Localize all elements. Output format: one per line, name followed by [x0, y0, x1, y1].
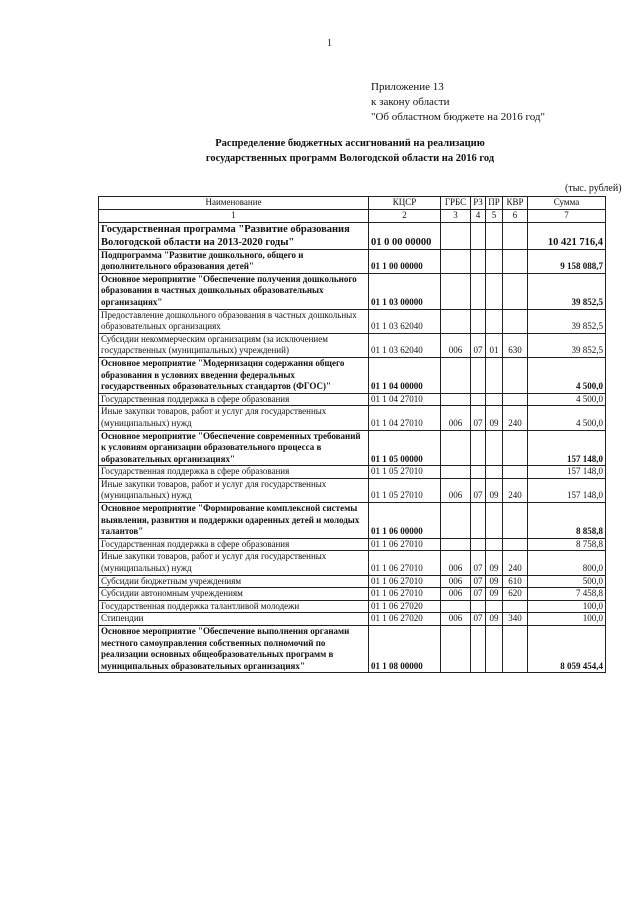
table-row — [99, 273, 606, 309]
cell-rz — [471, 538, 486, 551]
header-rz: РЗ — [471, 197, 486, 210]
cell-name: Основное мероприятие "Обеспечение получения дошкольного образования в частных дошкольных образовательных организациях" — [99, 273, 369, 309]
cell-grbs: 006 — [441, 333, 471, 357]
cell-rz — [471, 600, 486, 613]
cell-rz — [471, 273, 486, 309]
cell-pr: 01 — [486, 333, 503, 357]
cell-sum: 157 148,0 — [528, 430, 606, 466]
cell-grbs — [441, 466, 471, 479]
cell-sum: 500,0 — [528, 575, 606, 588]
cell-grbs — [441, 357, 471, 393]
cell-rz: 07 — [471, 406, 486, 430]
cell-pr — [486, 466, 503, 479]
cell-kvr — [503, 309, 528, 333]
cell-name: Государственная поддержка в сфере образования — [99, 538, 369, 551]
cell-sum: 4 500,0 — [528, 357, 606, 393]
cell-kvr: 240 — [503, 551, 528, 575]
title-line: Распределение бюджетных ассигнований на реализацию — [215, 138, 485, 149]
table-row — [99, 466, 606, 479]
units-label: (тыс. рублей) — [565, 183, 622, 194]
cell-sum: 10 421 716,4 — [528, 222, 606, 249]
cell-sum: 4 500,0 — [528, 406, 606, 430]
table-row — [99, 357, 606, 393]
cell-kcsr: 01 1 06 27010 — [369, 588, 441, 601]
cell-rz — [471, 249, 486, 273]
cell-kvr — [503, 393, 528, 406]
cell-grbs: 006 — [441, 478, 471, 502]
cell-sum: 8 758,8 — [528, 538, 606, 551]
cell-sum: 8 059 454,4 — [528, 626, 606, 673]
table-row — [99, 600, 606, 613]
column-number: 5 — [486, 210, 503, 223]
table-row — [99, 309, 606, 333]
cell-grbs: 006 — [441, 575, 471, 588]
table-row — [99, 626, 606, 673]
cell-pr: 09 — [486, 406, 503, 430]
cell-pr: 09 — [486, 478, 503, 502]
header-pr: ПР — [486, 197, 503, 210]
title-line: государственных программ Вологодской области на 2016 год — [205, 153, 495, 164]
cell-name: Основное мероприятие "Формирование комплексной системы выявления, развития и поддержки одаренных детей и молодых талантов" — [99, 503, 369, 539]
column-number: 4 — [471, 210, 486, 223]
cell-pr — [486, 273, 503, 309]
cell-rz: 07 — [471, 613, 486, 626]
cell-pr: 09 — [486, 588, 503, 601]
table-row — [99, 478, 606, 502]
cell-kvr: 610 — [503, 575, 528, 588]
cell-name: Иные закупки товаров, работ и услуг для государственных (муниципальных) нужд — [99, 478, 369, 502]
cell-kvr: 620 — [503, 588, 528, 601]
cell-kvr — [503, 357, 528, 393]
appendix-line: "Об областном бюджете на 2016 год" — [371, 111, 545, 123]
cell-kvr — [503, 249, 528, 273]
cell-kcsr: 01 0 00 00000 — [369, 222, 441, 249]
table-row — [99, 393, 606, 406]
page-number: 1 — [327, 38, 332, 49]
cell-rz — [471, 357, 486, 393]
table-row — [99, 406, 606, 430]
table-row — [99, 575, 606, 588]
cell-rz: 07 — [471, 551, 486, 575]
table-row — [99, 222, 606, 249]
cell-kcsr: 01 1 03 62040 — [369, 309, 441, 333]
cell-kcsr: 01 1 06 27020 — [369, 613, 441, 626]
budget-table — [98, 196, 606, 673]
table-row — [99, 613, 606, 626]
column-number: 1 — [99, 210, 369, 223]
header-kvr: КВР — [503, 197, 528, 210]
cell-name: Субсидии некоммерческим организациям (за исключением государственных (муниципальных) учреждений) — [99, 333, 369, 357]
cell-grbs — [441, 600, 471, 613]
header-sum: Сумма — [528, 197, 606, 210]
table-row — [99, 538, 606, 551]
table-row — [99, 503, 606, 539]
cell-rz — [471, 626, 486, 673]
cell-kvr — [503, 273, 528, 309]
cell-name: Основное мероприятие "Обеспечение современных требований к условиям организации образовательного процесса в образовательных организациях" — [99, 430, 369, 466]
cell-kcsr: 01 1 03 62040 — [369, 333, 441, 357]
cell-kcsr: 01 1 04 27010 — [369, 406, 441, 430]
cell-sum: 39 852,5 — [528, 333, 606, 357]
cell-kcsr: 01 1 06 00000 — [369, 503, 441, 539]
cell-name: Субсидии бюджетным учреждениям — [99, 575, 369, 588]
cell-kvr — [503, 538, 528, 551]
cell-grbs: 006 — [441, 588, 471, 601]
cell-rz — [471, 393, 486, 406]
document-title — [150, 136, 550, 166]
table-row — [99, 333, 606, 357]
cell-kvr — [503, 503, 528, 539]
cell-kvr: 240 — [503, 406, 528, 430]
cell-name: Основное мероприятие "Модернизация содержания общего образования в условиях введения федеральных государственных образовательных стандартов (ФГОС)" — [99, 357, 369, 393]
cell-grbs — [441, 430, 471, 466]
cell-pr — [486, 249, 503, 273]
header-row — [99, 197, 606, 210]
cell-pr — [486, 538, 503, 551]
cell-grbs — [441, 309, 471, 333]
cell-grbs — [441, 503, 471, 539]
cell-kcsr: 01 1 06 27020 — [369, 600, 441, 613]
cell-kcsr: 01 1 03 00000 — [369, 273, 441, 309]
header-kcsr: КЦСР — [369, 197, 441, 210]
appendix-line: к закону области — [371, 96, 450, 108]
cell-name: Основное мероприятие "Обеспечение выполнения органами местного самоуправления собственных полномочий по реализации основных общеобразовательных программ в муниципальных образовательных организациях" — [99, 626, 369, 673]
cell-sum: 39 852,5 — [528, 309, 606, 333]
cell-pr: 09 — [486, 575, 503, 588]
column-number: 7 — [528, 210, 606, 223]
table-row — [99, 249, 606, 273]
cell-rz — [471, 466, 486, 479]
table-row — [99, 588, 606, 601]
cell-name: Субсидии автономным учреждениям — [99, 588, 369, 601]
cell-sum: 800,0 — [528, 551, 606, 575]
cell-name: Стипендии — [99, 613, 369, 626]
cell-sum: 157 148,0 — [528, 466, 606, 479]
table-row — [99, 551, 606, 575]
cell-grbs: 006 — [441, 551, 471, 575]
cell-kcsr: 01 1 05 00000 — [369, 430, 441, 466]
cell-grbs: 006 — [441, 406, 471, 430]
cell-pr — [486, 309, 503, 333]
cell-rz: 07 — [471, 478, 486, 502]
cell-sum: 39 852,5 — [528, 273, 606, 309]
cell-grbs — [441, 222, 471, 249]
cell-rz: 07 — [471, 575, 486, 588]
cell-name: Государственная поддержка в сфере образования — [99, 466, 369, 479]
cell-kvr — [503, 222, 528, 249]
cell-name: Государственная программа "Развитие образования Вологодской области на 2013-2020 годы" — [99, 222, 369, 249]
cell-kvr: 630 — [503, 333, 528, 357]
cell-name: Иные закупки товаров, работ и услуг для государственных (муниципальных) нужд — [99, 406, 369, 430]
appendix-note — [371, 80, 545, 125]
table-row — [99, 430, 606, 466]
cell-grbs — [441, 626, 471, 673]
cell-name: Предоставление дошкольного образования в частных дошкольных образовательных организациях — [99, 309, 369, 333]
cell-kvr — [503, 626, 528, 673]
cell-pr — [486, 503, 503, 539]
cell-kcsr: 01 1 06 27010 — [369, 575, 441, 588]
cell-kvr — [503, 600, 528, 613]
cell-sum: 157 148,0 — [528, 478, 606, 502]
cell-grbs — [441, 273, 471, 309]
cell-rz — [471, 430, 486, 466]
cell-grbs: 006 — [441, 613, 471, 626]
cell-rz: 07 — [471, 588, 486, 601]
cell-kvr: 340 — [503, 613, 528, 626]
column-number-row — [99, 210, 606, 223]
cell-name: Государственная поддержка талантливой молодежи — [99, 600, 369, 613]
cell-grbs — [441, 393, 471, 406]
cell-rz — [471, 309, 486, 333]
header-grbs: ГРБС — [441, 197, 471, 210]
cell-pr — [486, 430, 503, 466]
cell-sum: 4 500,0 — [528, 393, 606, 406]
cell-pr — [486, 357, 503, 393]
cell-grbs — [441, 538, 471, 551]
cell-name: Государственная поддержка в сфере образования — [99, 393, 369, 406]
cell-pr — [486, 393, 503, 406]
cell-rz: 07 — [471, 333, 486, 357]
cell-kcsr: 01 1 05 27010 — [369, 478, 441, 502]
cell-pr: 09 — [486, 613, 503, 626]
cell-name: Иные закупки товаров, работ и услуг для государственных (муниципальных) нужд — [99, 551, 369, 575]
column-number: 6 — [503, 210, 528, 223]
cell-kcsr: 01 1 04 00000 — [369, 357, 441, 393]
cell-sum: 7 458,8 — [528, 588, 606, 601]
cell-grbs — [441, 249, 471, 273]
header-name: Наименование — [99, 197, 369, 210]
cell-kcsr: 01 1 08 00000 — [369, 626, 441, 673]
appendix-line: Приложение 13 — [371, 81, 444, 93]
column-number: 2 — [369, 210, 441, 223]
cell-sum: 100,0 — [528, 600, 606, 613]
cell-pr — [486, 626, 503, 673]
cell-kvr — [503, 430, 528, 466]
cell-kvr: 240 — [503, 478, 528, 502]
cell-pr — [486, 600, 503, 613]
cell-sum: 9 158 088,7 — [528, 249, 606, 273]
cell-rz — [471, 222, 486, 249]
column-number: 3 — [441, 210, 471, 223]
cell-rz — [471, 503, 486, 539]
cell-sum: 8 858,8 — [528, 503, 606, 539]
cell-pr — [486, 222, 503, 249]
cell-kcsr: 01 1 04 27010 — [369, 393, 441, 406]
cell-kcsr: 01 1 06 27010 — [369, 538, 441, 551]
cell-kcsr: 01 1 00 00000 — [369, 249, 441, 273]
cell-sum: 100,0 — [528, 613, 606, 626]
cell-kcsr: 01 1 06 27010 — [369, 551, 441, 575]
cell-kvr — [503, 466, 528, 479]
cell-kcsr: 01 1 05 27010 — [369, 466, 441, 479]
cell-pr: 09 — [486, 551, 503, 575]
cell-name: Подпрограмма "Развитие дошкольного, общего и дополнительного образования детей" — [99, 249, 369, 273]
